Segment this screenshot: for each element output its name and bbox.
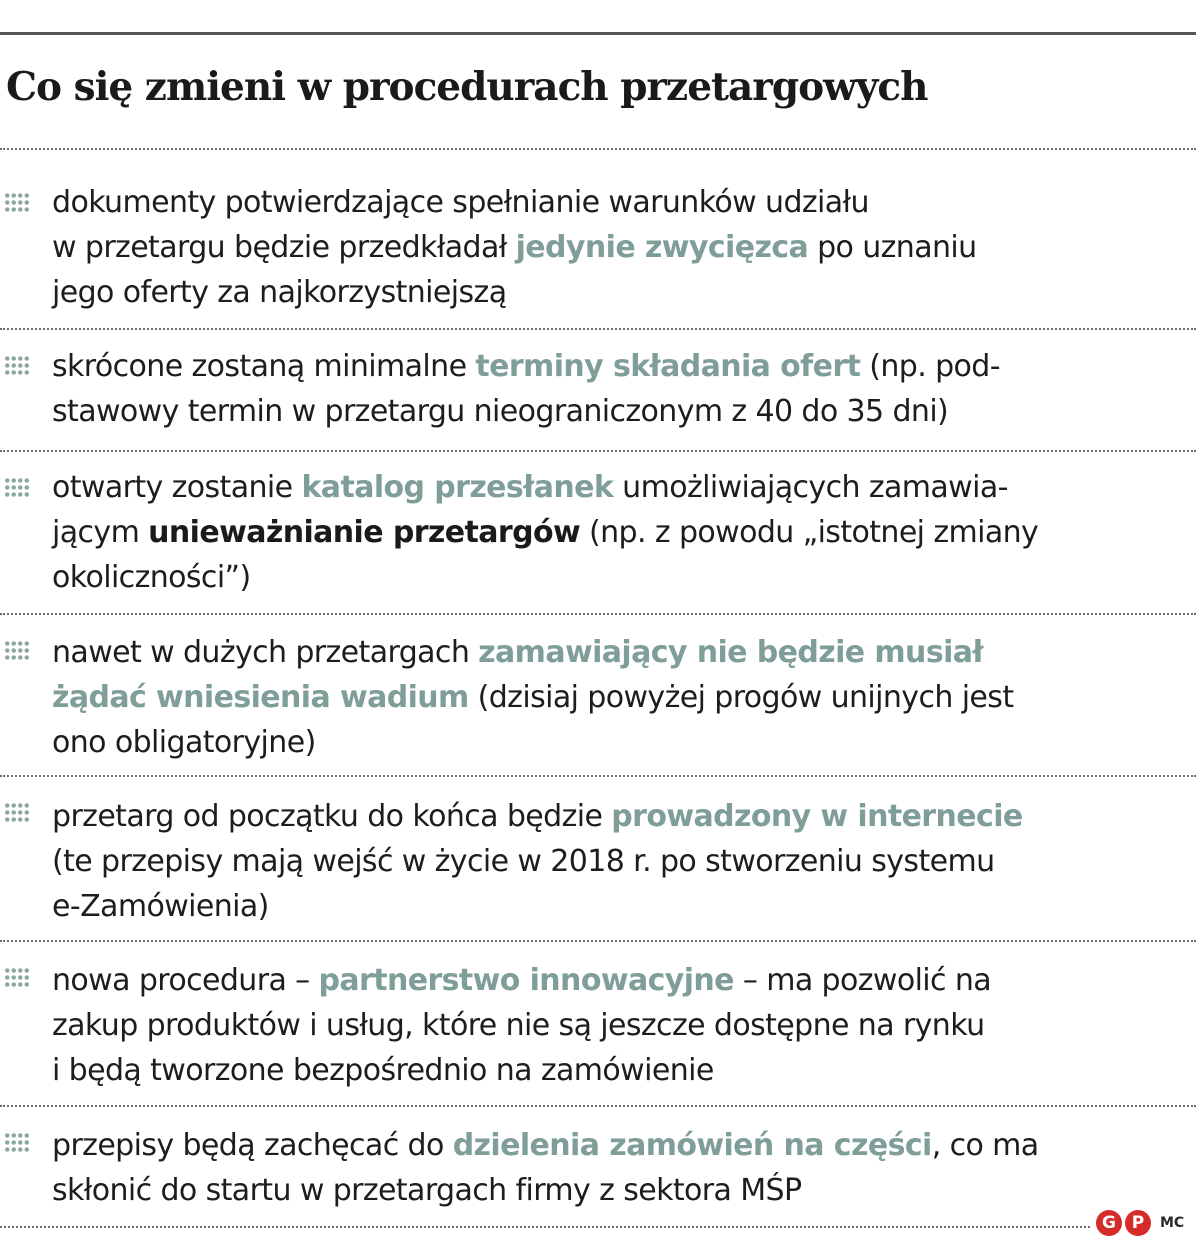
highlighted-phrase: prowadzony w internecie — [611, 799, 1023, 834]
dot-grid-bullet-icon — [4, 640, 30, 662]
dot-grid-bullet-icon — [4, 192, 30, 214]
text-run: otwarty zostanie — [52, 470, 302, 505]
highlighted-phrase: partnerstwo innowacyjne — [318, 963, 734, 998]
credits — [1096, 1210, 1184, 1236]
dot-grid-bullet-icon — [4, 802, 30, 824]
item-text — [52, 344, 1192, 434]
list-item — [0, 940, 1196, 1105]
dot-grid-bullet-icon — [4, 477, 30, 499]
highlighted-phrase: terminy składania ofert — [475, 349, 861, 384]
text-run: ono obligatoryjne) — [52, 725, 316, 760]
highlighted-phrase: dzielenia zamówień na części — [452, 1128, 932, 1163]
text-run: e-Zamówienia) — [52, 889, 269, 924]
item-text — [52, 630, 1192, 765]
text-run: przetarg od początku do końca będzie — [52, 799, 612, 834]
highlighted-phrase: jedynie zwycięzca — [515, 230, 809, 265]
text-run: (dzisiaj powyżej progów unijnych jest — [468, 680, 1014, 715]
item-text — [52, 958, 1192, 1093]
dot-grid-bullet-icon — [4, 1132, 30, 1154]
page-title: Co się zmieni w procedurach przetargowych — [6, 64, 928, 110]
text-run: , co ma — [931, 1128, 1039, 1163]
publisher-logo-icon: P — [1125, 1210, 1151, 1236]
text-run: nowa procedura – — [52, 963, 319, 998]
dot-grid-bullet-icon — [4, 355, 30, 377]
text-run: – ma pozwolić na — [733, 963, 992, 998]
text-run: po uznaniu — [808, 230, 977, 265]
top-rule — [0, 32, 1196, 35]
text-run: i będą tworzone bezpośrednio na zamówienie — [52, 1053, 714, 1088]
author-initials: MC — [1160, 1215, 1185, 1231]
item-text — [52, 180, 1192, 315]
text-run: (te przepisy mają wejść w życie w 2018 r. po stworzeniu systemu — [52, 844, 995, 879]
list-item — [0, 450, 1196, 613]
text-run: (np. pod- — [860, 349, 1000, 384]
item-text — [52, 1123, 1192, 1213]
text-run: stawowy termin w przetargu nieograniczonym z 40 do 35 dni) — [52, 394, 949, 429]
list-item — [0, 328, 1196, 450]
text-run: zakup produktów i usług, które nie są jeszcze dostępne na rynku — [52, 1008, 985, 1043]
text-run: w przetargu będzie przedkładał — [52, 230, 516, 265]
list-item — [0, 613, 1196, 775]
text-run: skłonić do startu w przetargach firmy z sektora MŚP — [52, 1173, 802, 1208]
text-run: jego oferty za najkorzystniejszą — [52, 275, 507, 310]
text-run: nawet w dużych przetargach — [52, 635, 479, 670]
text-run: umożliwiających zamawia- — [613, 470, 1008, 505]
publisher-logo-icon: G — [1096, 1210, 1122, 1236]
highlighted-phrase: zamawiający nie będzie musiał — [478, 635, 983, 670]
item-text — [52, 794, 1192, 929]
text-run: jącym — [52, 515, 149, 550]
text-run: (np. z powodu „istotnej zmiany — [580, 515, 1039, 550]
text-run: dokumenty potwierdzające spełnianie warunków udziału — [52, 185, 869, 220]
bold-phrase: unieważnianie przetargów — [148, 515, 581, 550]
bottom-rule — [0, 1226, 1090, 1228]
text-run: skrócone zostaną minimalne — [52, 349, 476, 384]
list-item — [0, 775, 1196, 940]
dot-grid-bullet-icon — [4, 967, 30, 989]
item-text — [52, 465, 1192, 600]
text-run: okoliczności”) — [52, 560, 251, 595]
highlighted-phrase: katalog przesłanek — [301, 470, 614, 505]
highlighted-phrase: żądać wniesienia wadium — [52, 680, 469, 715]
text-run: przepisy będą zachęcać do — [52, 1128, 453, 1163]
list-item — [0, 1105, 1196, 1226]
list-item — [0, 148, 1196, 328]
